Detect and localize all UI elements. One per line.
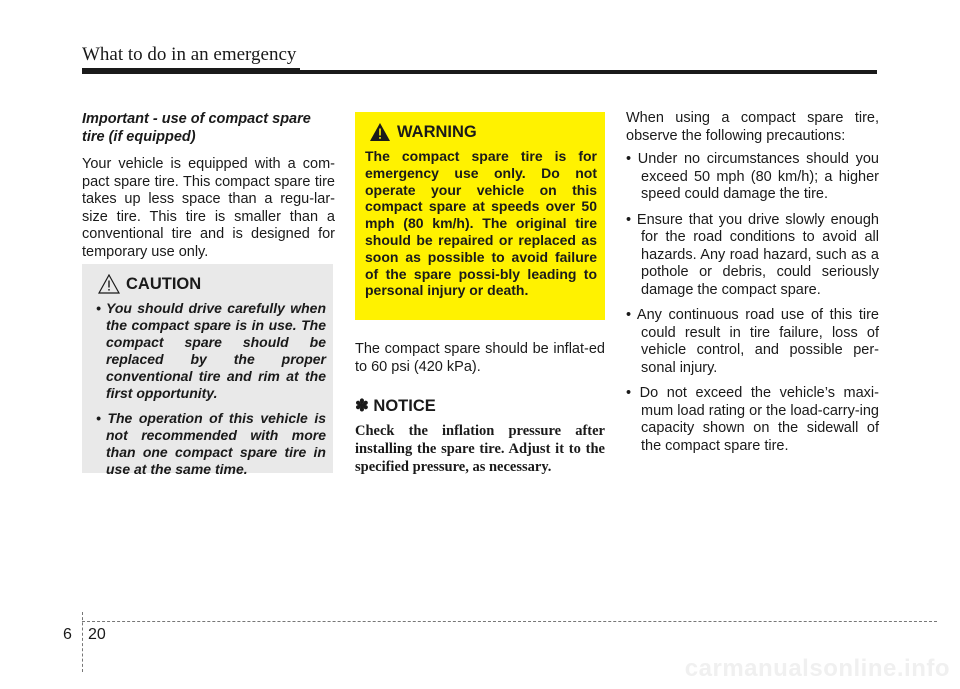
caution-header — [98, 274, 201, 294]
caution-item: • You should drive carefully when the compact spare is in use. The compact spare should be replaced by the proper conventional tire and rim at the first opportunity. — [96, 300, 326, 401]
caution-title: CAUTION — [126, 274, 202, 293]
precautions-list — [626, 151, 879, 455]
warning-triangle-icon — [369, 122, 391, 142]
left-column — [82, 110, 335, 261]
page-number: 20 — [88, 626, 106, 643]
caution-list — [90, 300, 326, 486]
notice-title: ✽ NOTICE — [355, 397, 436, 415]
precaution-item: • Any continuous road use of this tire could result in tire failure, loss of vehicle control, and possible per-sonal injury. — [626, 307, 879, 376]
warning-header — [369, 122, 477, 142]
precaution-item: • Ensure that you drive slowly enough for the road conditions to avoid all hazards. Any road hazard, such as a pothole or debris, could seriously damage the compact spare. — [626, 211, 879, 298]
right-column — [626, 110, 879, 463]
inflation-paragraph: The compact spare should be inflat-ed to 60 psi (420 kPa). — [355, 341, 605, 375]
precaution-item: • Under no circumstances should you exceed 50 mph (80 km/h); a higher speed could damage the tire. — [626, 151, 879, 202]
section-subheading: Important - use of compact spare tire (if equipped) — [82, 111, 311, 145]
page-header-title: What to do in an emergency — [82, 44, 297, 65]
warning-box — [355, 112, 605, 320]
footer-rule — [82, 621, 937, 622]
header-rule-accent — [82, 68, 300, 74]
chapter-number: 6 — [63, 626, 72, 643]
precaution-item: • Do not exceed the vehicle’s maxi-mum load rating or the load-carry-ing capacity shown on the sidewall of the compact spare tire. — [626, 385, 879, 454]
watermark: carmanualsonline.info — [684, 655, 950, 682]
footer-divider — [82, 612, 83, 672]
caution-item: • The operation of this vehicle is not recommended with more than one compact spare tire in use at the same time. — [96, 410, 326, 477]
precautions-intro: When using a compact spare tire, observe the following precautions: — [626, 110, 879, 144]
caution-box — [82, 264, 333, 477]
notice-text: Check the inflation pressure after installing the spare tire. Adjust it to the specified pressure, as necessary. — [355, 423, 605, 475]
warning-text: The compact spare tire is for emergency use only. Do not operate your vehicle on this compact spare at speeds over 50 mph (80 km/h). The original tire should be repaired or replaced as soon as possible to avoid failure of the spare possi-bly leading to personal injury or death. — [365, 148, 597, 299]
intro-paragraph: Your vehicle is equipped with a com-pact spare tire. This compact spare tire takes up less space than a regu-lar-size tire. This tire is smaller than a conventional tire and is designed for temporary use only. — [82, 156, 335, 260]
warning-title: WARNING — [397, 122, 477, 141]
caution-triangle-icon — [98, 274, 120, 294]
